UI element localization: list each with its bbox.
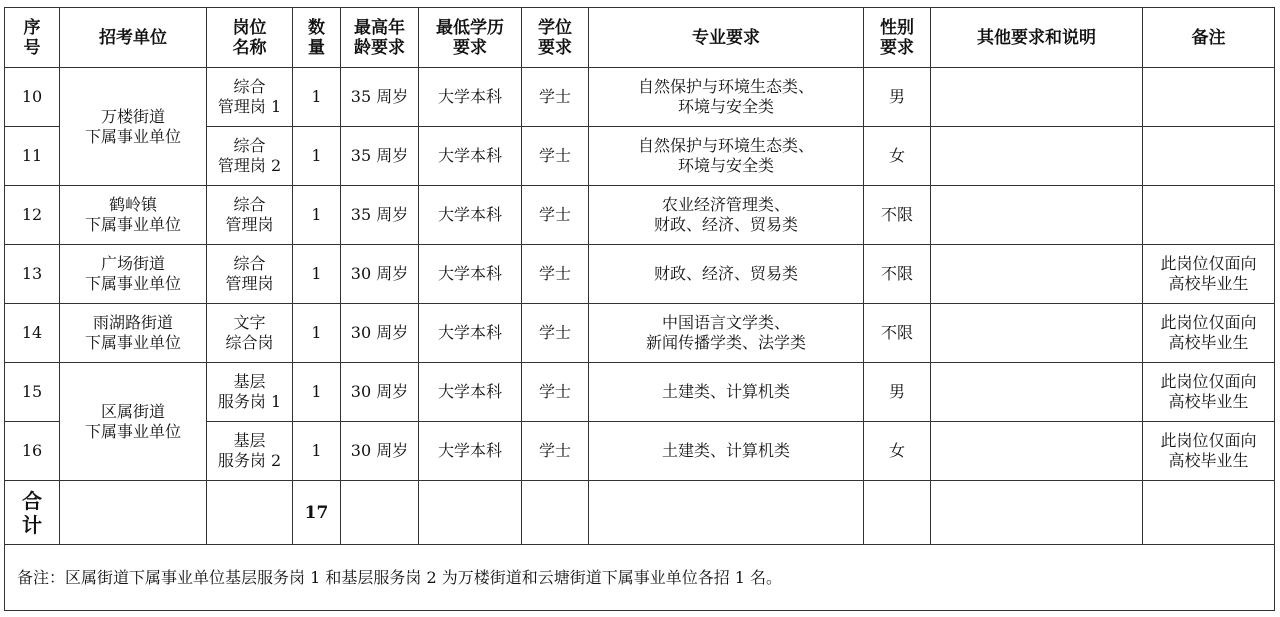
cell-remark: 此岗位仅面向 高校毕业生 xyxy=(1143,422,1275,481)
cell-unit: 广场街道 下属事业单位 xyxy=(60,245,207,304)
cell-position: 基层 服务岗 1 xyxy=(207,363,293,422)
total-empty-unit xyxy=(60,481,207,545)
cell-gender: 男 xyxy=(864,68,931,127)
cell-max-age: 35 周岁 xyxy=(341,68,419,127)
cell-education: 大学本科 xyxy=(419,363,522,422)
cell-gender: 不限 xyxy=(864,245,931,304)
cell-other xyxy=(931,127,1143,186)
cell-seq: 13 xyxy=(5,245,60,304)
total-empty-gender xyxy=(864,481,931,545)
cell-gender: 女 xyxy=(864,422,931,481)
cell-max-age: 30 周岁 xyxy=(341,363,419,422)
cell-other xyxy=(931,68,1143,127)
table-row xyxy=(5,68,1275,127)
cell-count: 1 xyxy=(293,422,341,481)
table-row xyxy=(5,245,1275,304)
cell-major: 中国语言文学类、 新闻传播学类、法学类 xyxy=(589,304,864,363)
cell-education: 大学本科 xyxy=(419,304,522,363)
header-position: 岗位 名称 xyxy=(207,8,293,68)
cell-max-age: 30 周岁 xyxy=(341,304,419,363)
total-count: 17 xyxy=(293,481,341,545)
cell-count: 1 xyxy=(293,245,341,304)
cell-unit: 鹤岭镇 下属事业单位 xyxy=(60,186,207,245)
total-empty-other xyxy=(931,481,1143,545)
recruitment-table-container xyxy=(4,7,1275,611)
total-empty-position xyxy=(207,481,293,545)
header-seq: 序 号 xyxy=(5,8,60,68)
total-row xyxy=(5,481,1275,545)
header-major: 专业要求 xyxy=(589,8,864,68)
cell-major: 土建类、计算机类 xyxy=(589,422,864,481)
cell-major: 土建类、计算机类 xyxy=(589,363,864,422)
cell-gender: 男 xyxy=(864,363,931,422)
cell-count: 1 xyxy=(293,68,341,127)
cell-other xyxy=(931,245,1143,304)
cell-other xyxy=(931,422,1143,481)
cell-degree: 学士 xyxy=(522,304,589,363)
cell-degree: 学士 xyxy=(522,186,589,245)
cell-position: 综合 管理岗 1 xyxy=(207,68,293,127)
cell-gender: 不限 xyxy=(864,304,931,363)
cell-position: 综合 管理岗 xyxy=(207,186,293,245)
cell-remark xyxy=(1143,127,1275,186)
header-other: 其他要求和说明 xyxy=(931,8,1143,68)
cell-education: 大学本科 xyxy=(419,68,522,127)
note-row xyxy=(5,545,1275,611)
cell-max-age: 30 周岁 xyxy=(341,422,419,481)
total-empty-remark xyxy=(1143,481,1275,545)
header-max-age: 最高年 龄要求 xyxy=(341,8,419,68)
cell-degree: 学士 xyxy=(522,127,589,186)
cell-other xyxy=(931,363,1143,422)
cell-remark xyxy=(1143,68,1275,127)
cell-unit: 区属街道 下属事业单位 xyxy=(60,363,207,481)
total-label: 合 计 xyxy=(5,481,60,545)
total-empty-degree xyxy=(522,481,589,545)
cell-gender: 女 xyxy=(864,127,931,186)
cell-degree: 学士 xyxy=(522,422,589,481)
header-degree: 学位 要求 xyxy=(522,8,589,68)
cell-degree: 学士 xyxy=(522,68,589,127)
cell-position: 文字 综合岗 xyxy=(207,304,293,363)
cell-major: 财政、经济、贸易类 xyxy=(589,245,864,304)
header-count: 数 量 xyxy=(293,8,341,68)
total-empty-major xyxy=(589,481,864,545)
cell-education: 大学本科 xyxy=(419,186,522,245)
cell-education: 大学本科 xyxy=(419,422,522,481)
cell-gender: 不限 xyxy=(864,186,931,245)
cell-education: 大学本科 xyxy=(419,127,522,186)
cell-count: 1 xyxy=(293,304,341,363)
cell-unit: 万楼街道 下属事业单位 xyxy=(60,68,207,186)
cell-seq: 11 xyxy=(5,127,60,186)
header-education: 最低学历 要求 xyxy=(419,8,522,68)
header-remark: 备注 xyxy=(1143,8,1275,68)
cell-major: 农业经济管理类、 财政、经济、贸易类 xyxy=(589,186,864,245)
cell-position: 基层 服务岗 2 xyxy=(207,422,293,481)
header-unit: 招考单位 xyxy=(60,8,207,68)
cell-count: 1 xyxy=(293,186,341,245)
cell-remark: 此岗位仅面向 高校毕业生 xyxy=(1143,363,1275,422)
recruitment-table xyxy=(4,7,1275,611)
cell-remark: 此岗位仅面向 高校毕业生 xyxy=(1143,245,1275,304)
cell-max-age: 35 周岁 xyxy=(341,186,419,245)
cell-seq: 12 xyxy=(5,186,60,245)
table-row xyxy=(5,186,1275,245)
cell-count: 1 xyxy=(293,363,341,422)
cell-other xyxy=(931,304,1143,363)
cell-position: 综合 管理岗 xyxy=(207,245,293,304)
total-empty-age xyxy=(341,481,419,545)
table-row xyxy=(5,363,1275,422)
cell-max-age: 35 周岁 xyxy=(341,127,419,186)
header-row xyxy=(5,8,1275,68)
footnote: 备注：区属街道下属事业单位基层服务岗 1 和基层服务岗 2 为万楼街道和云塘街道下属事业单位各招 1 名。 xyxy=(5,545,1275,611)
total-empty-education xyxy=(419,481,522,545)
cell-education: 大学本科 xyxy=(419,245,522,304)
cell-other xyxy=(931,186,1143,245)
cell-remark: 此岗位仅面向 高校毕业生 xyxy=(1143,304,1275,363)
header-gender: 性别 要求 xyxy=(864,8,931,68)
cell-major: 自然保护与环境生态类、 环境与安全类 xyxy=(589,127,864,186)
cell-degree: 学士 xyxy=(522,245,589,304)
cell-max-age: 30 周岁 xyxy=(341,245,419,304)
cell-seq: 16 xyxy=(5,422,60,481)
cell-position: 综合 管理岗 2 xyxy=(207,127,293,186)
cell-remark xyxy=(1143,186,1275,245)
cell-degree: 学士 xyxy=(522,363,589,422)
cell-major: 自然保护与环境生态类、 环境与安全类 xyxy=(589,68,864,127)
table-row xyxy=(5,304,1275,363)
cell-seq: 15 xyxy=(5,363,60,422)
cell-seq: 14 xyxy=(5,304,60,363)
cell-seq: 10 xyxy=(5,68,60,127)
cell-count: 1 xyxy=(293,127,341,186)
cell-unit: 雨湖路街道 下属事业单位 xyxy=(60,304,207,363)
